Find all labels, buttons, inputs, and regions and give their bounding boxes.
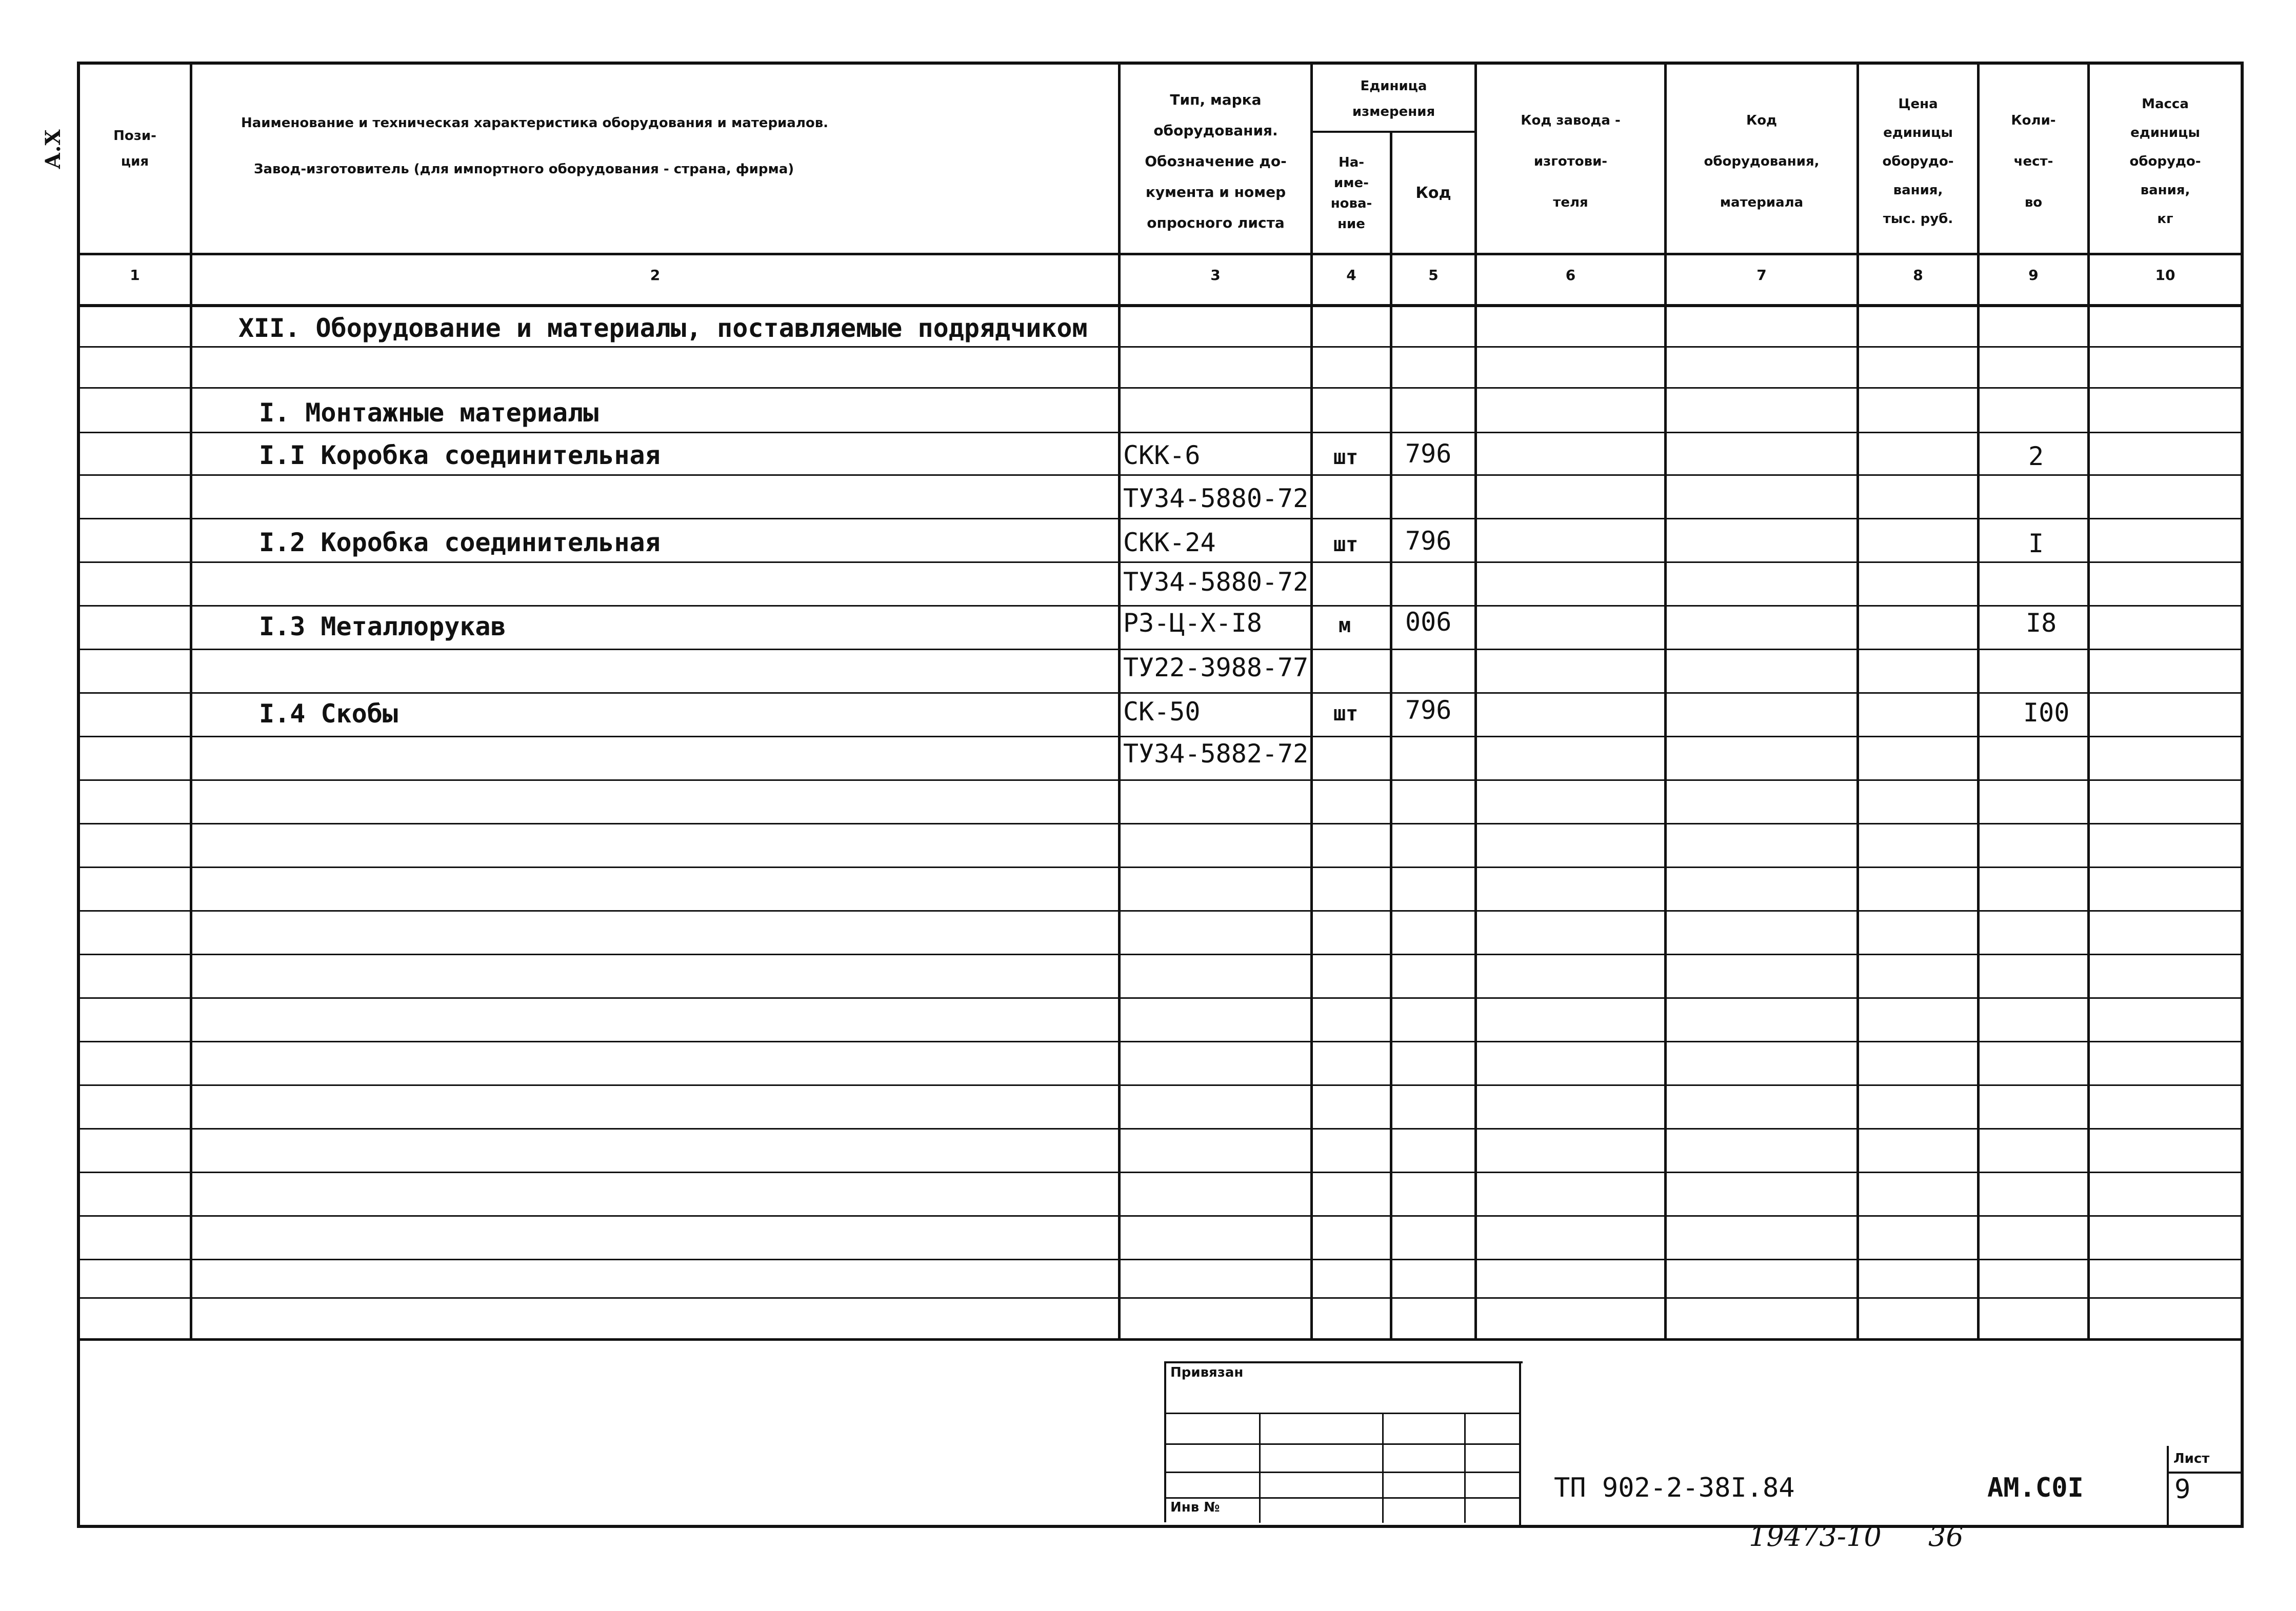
- colnum-10: 10: [2155, 267, 2175, 284]
- row-line: [77, 1172, 2244, 1173]
- table-row: XII. Оборудование и материалы, поставляемые подрядчиком: [238, 313, 1088, 343]
- colnum-6: 6: [1565, 267, 1576, 284]
- row-line: [77, 779, 2244, 781]
- colnum-7: 7: [1756, 267, 1767, 284]
- header-equipment-code: Код оборудования, материала: [1704, 113, 1820, 210]
- row-line: [77, 474, 2244, 476]
- bound-label: Привязан: [1170, 1365, 1244, 1380]
- row-line: [77, 649, 2244, 650]
- item-quantity: I8: [2026, 608, 2057, 638]
- row-line: [77, 346, 2244, 348]
- header-price: Цена единицы оборудо- вания, тыс. руб.: [1882, 96, 1954, 227]
- tb-vline: [1382, 1413, 1384, 1523]
- colnum-4: 4: [1346, 267, 1356, 284]
- handwritten-page: 36: [1928, 1520, 1964, 1553]
- item-unit: шт: [1333, 702, 1359, 726]
- row-line: [77, 997, 2244, 999]
- row-line: [77, 910, 2244, 912]
- item-type: СКК-6: [1123, 440, 1201, 470]
- colnum-1: 1: [130, 267, 140, 284]
- item-type: СК-50: [1123, 697, 1201, 727]
- hline-colnum-bottom: [77, 304, 2244, 307]
- header-position: Пози- ция: [113, 128, 156, 169]
- tb-vline: [1519, 1361, 1521, 1525]
- row-line: [77, 1259, 2244, 1260]
- tb-line: [1164, 1472, 1521, 1473]
- colnum-5: 5: [1428, 267, 1439, 284]
- header-factory-code: Код завода - изготови- теля: [1521, 113, 1621, 210]
- item-quantity: I: [2028, 529, 2044, 558]
- colnum-9: 9: [2028, 267, 2039, 284]
- item-type: Р3-Ц-Х-I8: [1123, 608, 1262, 638]
- item-type: ТУ34-5880-72: [1123, 484, 1309, 513]
- header-type: Тип, марка оборудования. Обозначение до- кумента и номер опросного листа: [1145, 91, 1287, 231]
- item-name: I.I Коробка соединительная: [259, 440, 661, 470]
- item-name: I.4 Скобы: [259, 699, 398, 729]
- item-type: СКК-24: [1123, 528, 1216, 557]
- row-line: [77, 823, 2244, 824]
- item-unit: шт: [1333, 446, 1359, 469]
- tb-line: [2167, 1472, 2244, 1474]
- row-line: [77, 1215, 2244, 1217]
- row-line: [77, 1128, 2244, 1130]
- header-mass: Масса единицы оборудо- вания, кг: [2129, 96, 2201, 227]
- item-quantity: 2: [2028, 441, 2044, 471]
- header-name-line1: Наименование и техническая характеристика оборудования и материалов.: [241, 115, 829, 131]
- tb-line: [1164, 1497, 1521, 1499]
- item-unit: м: [1339, 614, 1351, 637]
- row-line: [77, 387, 2244, 389]
- colnum-3: 3: [1210, 267, 1221, 284]
- row-line: [77, 692, 2244, 694]
- header-quantity: Коли- чест- во: [2011, 113, 2056, 210]
- side-mark: А.Х: [41, 129, 65, 169]
- frame-bottom: [77, 1525, 2244, 1528]
- handwritten-number: 19473-10: [1749, 1520, 1882, 1553]
- frame-top: [77, 62, 2244, 65]
- item-unit-code: 796: [1405, 526, 1452, 556]
- item-type: ТУ22-3988-77: [1123, 653, 1309, 682]
- row-line: [77, 736, 2244, 737]
- row-line: [77, 518, 2244, 519]
- item-type: ТУ34-5882-72: [1123, 739, 1309, 769]
- table-row: I. Монтажные материалы: [259, 398, 599, 428]
- row-line: [77, 1084, 2244, 1086]
- colnum-2: 2: [650, 267, 661, 284]
- row-line: [77, 561, 2244, 563]
- item-type: ТУ34-5880-72: [1123, 567, 1309, 597]
- header-unit-name: На- име- нова- ние: [1330, 155, 1372, 232]
- row-line: [77, 432, 2244, 433]
- row-line: [77, 605, 2244, 607]
- row-line: [77, 1041, 2244, 1042]
- hline-unit-split: [1310, 131, 1477, 133]
- hline-header-bottom: [77, 253, 2244, 255]
- header-unit-code: Код: [1415, 184, 1451, 202]
- doc-code: АМ.С0I: [1987, 1473, 2084, 1503]
- inv-label: Инв №: [1170, 1500, 1220, 1515]
- header-unit: Единица измерения: [1352, 78, 1435, 119]
- item-quantity: I00: [2023, 698, 2070, 728]
- tb-line: [1164, 1443, 1521, 1445]
- tb-vline: [1464, 1413, 1466, 1523]
- item-unit-code: 796: [1405, 695, 1452, 725]
- item-unit-code: 006: [1405, 607, 1452, 637]
- sheet-number: 9: [2174, 1474, 2191, 1505]
- row-line: [77, 867, 2244, 868]
- item-unit-code: 796: [1405, 439, 1452, 469]
- sheet-label: Лист: [2173, 1451, 2210, 1466]
- header-name-line2: Завод-изготовитель (для импортного оборудования - страна, фирма): [254, 162, 794, 177]
- doc-number: ТП 902-2-38I.84: [1554, 1473, 1795, 1503]
- row-line: [77, 954, 2244, 955]
- item-name: I.3 Металлорукав: [259, 612, 506, 641]
- tb-line: [1164, 1413, 1521, 1414]
- row-line: [77, 1297, 2244, 1299]
- item-name: I.2 Коробка соединительная: [259, 528, 661, 557]
- item-unit: шт: [1333, 533, 1359, 556]
- colnum-8: 8: [1913, 267, 1923, 284]
- frame-right: [2241, 62, 2244, 1528]
- tb-vline: [1259, 1413, 1261, 1523]
- table-bottom-line: [77, 1338, 2244, 1341]
